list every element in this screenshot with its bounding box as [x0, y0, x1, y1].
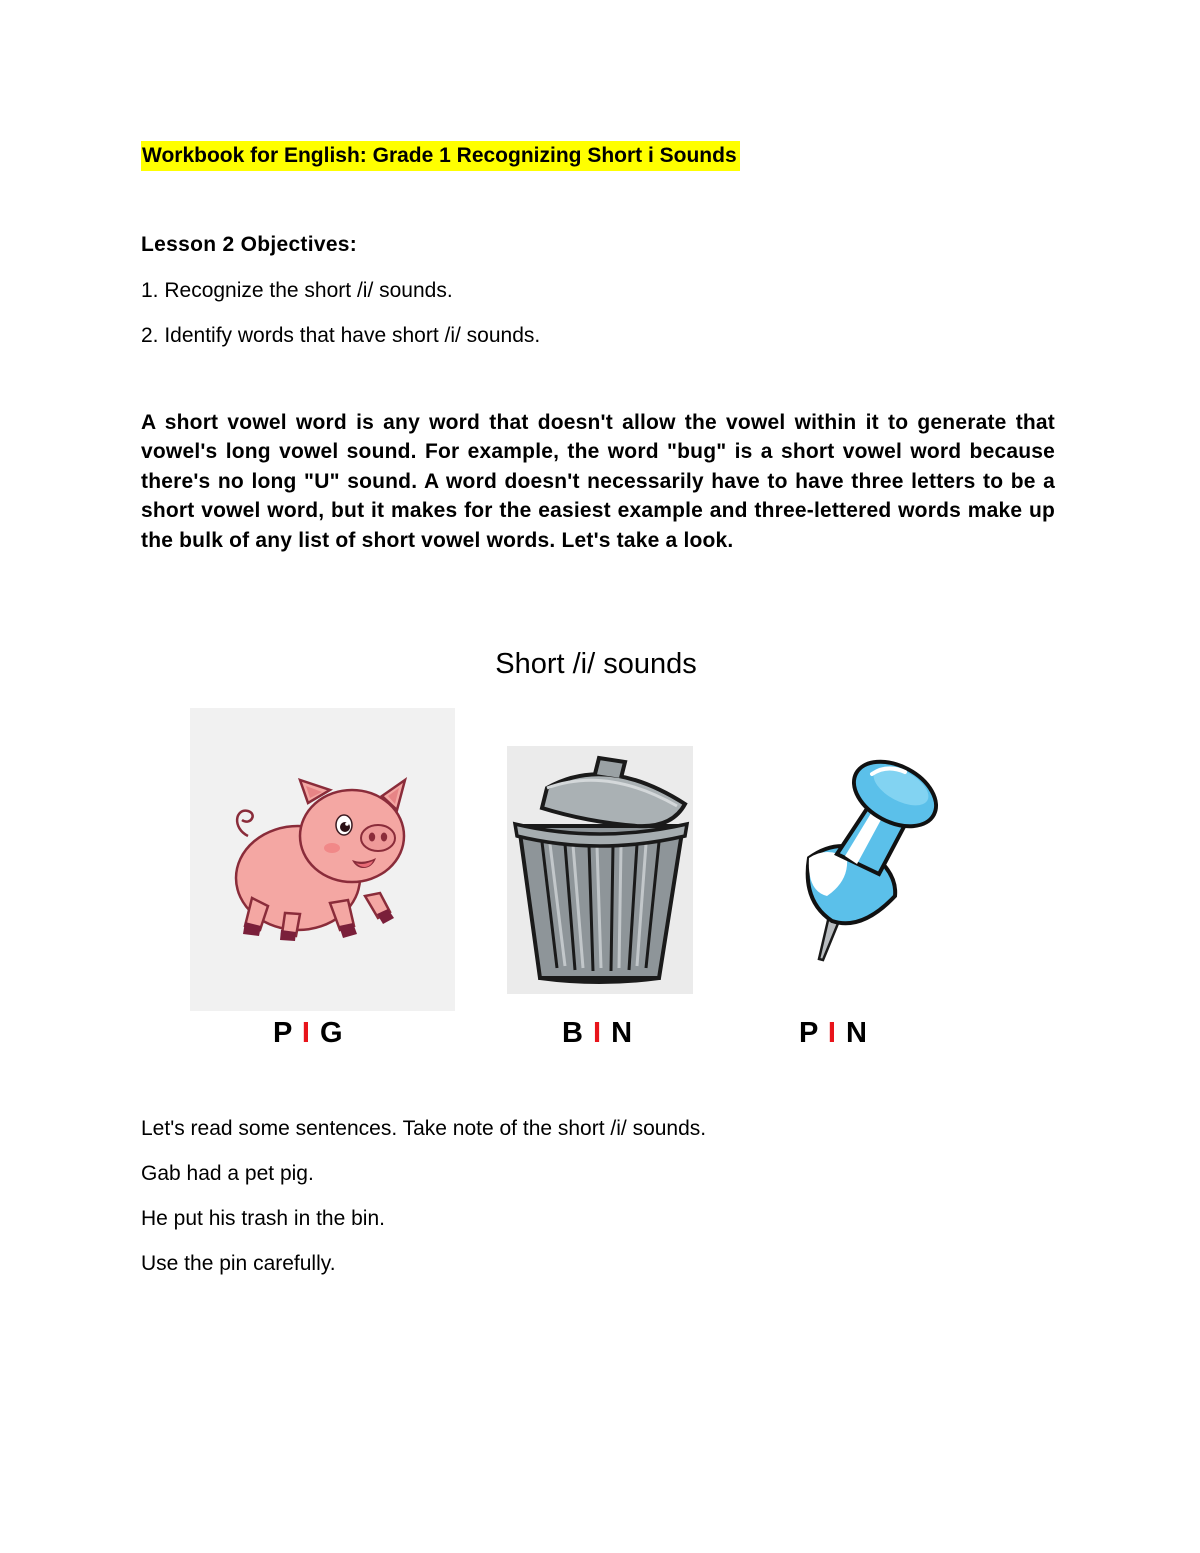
word-letter: N — [836, 1017, 868, 1049]
objective-item: 1. Recognize the short /i/ sounds. — [141, 279, 453, 302]
word-letter: N — [602, 1017, 634, 1049]
sentences-intro: Let's read some sentences. Take note of the short /i/ sounds. — [141, 1117, 707, 1140]
sentence: Use the pin carefully. — [141, 1252, 336, 1275]
word-vowel: I — [593, 1017, 603, 1049]
intro-paragraph: A short vowel word is any word that doesn't allow the vowel within it to generate that vowel's long vowel sound. For example, the word "bug" is a short vowel word because there's no long "U" sound. A word doesn't necessarily have to have three letters to be a short vowel word, but it makes for the easiest example and three-lettered words make up the bulk of any list of short vowel words. Let's take a look. — [141, 411, 1055, 552]
word-letter: P — [799, 1017, 828, 1049]
push-pin-illustration — [787, 746, 952, 971]
objectives-heading: Lesson 2 Objectives: — [141, 233, 358, 256]
bin-image — [507, 746, 693, 994]
section-title: Short /i/ sounds — [495, 648, 697, 680]
sentence: He put his trash in the bin. — [141, 1207, 385, 1230]
sentence: Gab had a pet pig. — [141, 1162, 314, 1185]
word-bin — [562, 1014, 633, 1052]
pin-image — [787, 746, 952, 971]
word-pin — [799, 1014, 868, 1052]
word-vowel: I — [827, 1017, 837, 1049]
trash-bin-illustration — [507, 746, 693, 994]
word-letter: B — [562, 1017, 593, 1049]
word-pig — [273, 1014, 344, 1052]
objective-item: 2. Identify words that have short /i/ sounds. — [141, 324, 541, 347]
word-vowel: I — [301, 1017, 311, 1049]
pig-image — [190, 708, 455, 1011]
word-letter: P — [273, 1017, 302, 1049]
pig-illustration — [190, 708, 455, 1011]
word-letter: G — [310, 1017, 344, 1049]
page-title: Workbook for English: Grade 1 Recognizing Short i Sounds — [141, 141, 740, 171]
